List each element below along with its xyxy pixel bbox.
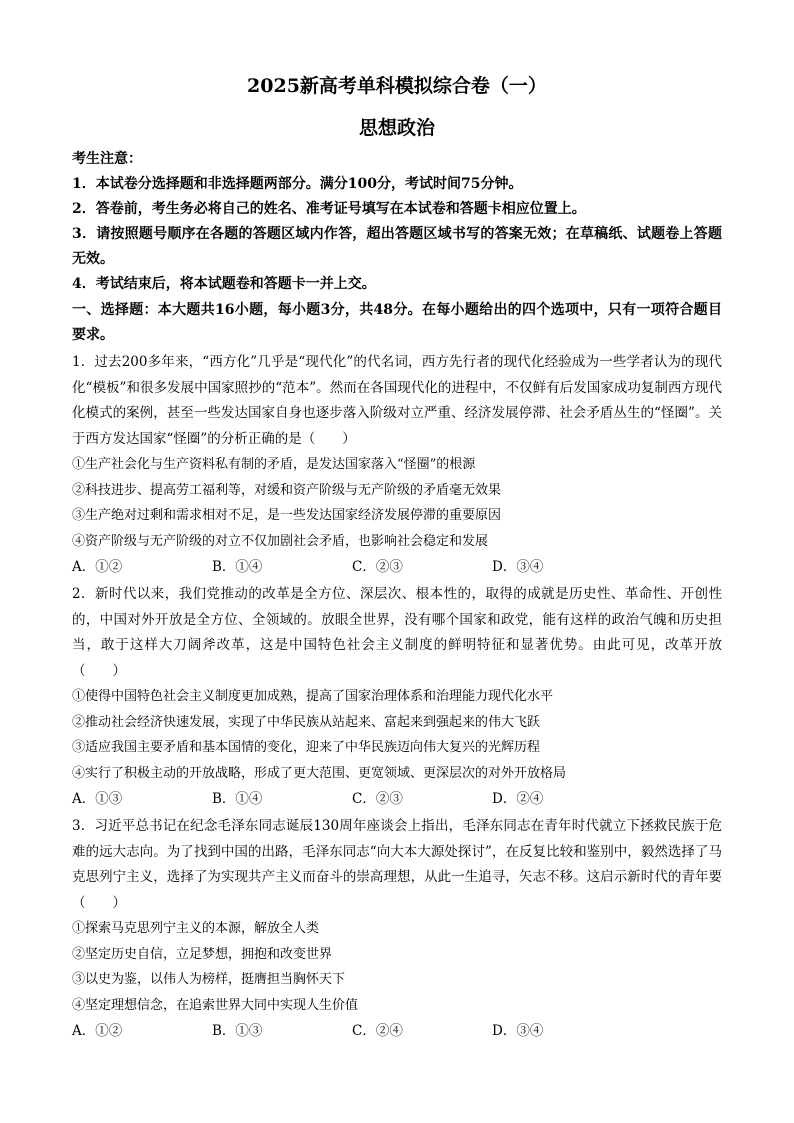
section-heading: 一、选择题：本大题共16小题，每小题3分，共48分。在每小题给出的四个选项中，只有一项符合题目要求。 xyxy=(72,302,722,343)
statement-option: ④坚定理想信念，在追索世界大同中实现人生价值 xyxy=(72,997,359,1013)
notice-item-2: 2．答卷前，考生务必将自己的姓名、准考证号填写在本试卷和答题卡相应位置上。 xyxy=(72,201,586,217)
statement-option: ③以史为鉴，以伟人为榜样，挺膺担当胸怀天下 xyxy=(72,972,346,987)
answer-choice-a: A．①② xyxy=(72,559,123,575)
exam-title: 2025新高考单科模拟综合卷（一） xyxy=(247,75,547,97)
answer-choices xyxy=(72,1018,722,1044)
statement-option: ②推动社会经济快速发展，实现了中华民族从站起来、富起来到强起来的伟大飞跃 xyxy=(72,714,541,730)
statement-option: ①探索马克思列宁主义的本源，解放全人类 xyxy=(72,921,320,936)
answer-choices xyxy=(72,786,722,812)
statement-option: ②坚定历史自信，立足梦想，拥抱和改变世界 xyxy=(72,946,333,962)
statement-option: ③适应我国主要矛盾和基本国情的变化，迎来了中华民族迈向伟大复兴的光辉历程 xyxy=(72,740,541,755)
answer-choice-d: D．②④ xyxy=(492,791,544,807)
statement-option: ①生产社会化与生产资料私有制的矛盾，是发达国家落入“怪圈”的根源 xyxy=(72,457,476,472)
subject-title: 思想政治 xyxy=(358,117,435,139)
exam-page xyxy=(72,72,722,1044)
answer-choice-a: A．①② xyxy=(72,1023,123,1039)
statement-option: ①使得中国特色社会主义制度更加成熟，提高了国家治理体系和治理能力现代化水平 xyxy=(72,689,554,704)
answer-choice-a: A．①③ xyxy=(72,791,123,807)
statement-option: ③生产绝对过剩和需求相对不足，是一些发达国家经济发展停滞的重要原因 xyxy=(72,508,502,523)
statement-option: ②科技进步、提高劳工福利等，对缓和资产阶级与无产阶级的矛盾毫无效果 xyxy=(72,482,502,498)
answer-choice-b: B．①③ xyxy=(212,1023,263,1039)
answer-choice-d: D．③④ xyxy=(492,559,544,575)
answer-choices xyxy=(72,554,722,580)
question-2 xyxy=(72,582,722,812)
notice-item-3: 3．请按照题号顺序在各题的答题区域内作答，超出答题区域书写的答案无效；在草稿纸、试题卷上答题无效。 xyxy=(72,226,722,267)
answer-choice-d: D．③④ xyxy=(492,1023,544,1039)
question-stem: 2．新时代以来，我们党推动的改革是全方位、深层次、根本性的，取得的成就是历史性、革命性、开创性的，中国对外开放是全方位、全领域的。放眼全世界，没有哪个国家和政党，能有这样的政治气魄和历史担当，敢于这样大刀阔斧改革，这是中国特色社会主义制度的鲜明特征和显著优势。由此可见，改革开放（ ） xyxy=(72,586,722,679)
question-3 xyxy=(72,814,722,1044)
answer-choice-c: C．②③ xyxy=(352,791,403,807)
answer-choice-b: B．①④ xyxy=(212,559,263,575)
notice-item-4: 4．考试结束后，将本试题卷和答题卡一并上交。 xyxy=(72,276,376,292)
answer-choice-b: B．①④ xyxy=(212,791,263,807)
answer-choice-c: C．②④ xyxy=(352,1023,403,1039)
statement-option: ④资产阶级与无产阶级的对立不仅加剧社会矛盾，也影响社会稳定和发展 xyxy=(72,533,489,549)
question-stem: 1．过去200多年来，“西方化”几乎是“现代化”的代名词，西方先行者的现代化经验成为一些学者认为的现代化“模板”和很多发展中国家照抄的“范本”。然而在各国现代化的进程中，不仅鲜有后发国家成功复制西方现代化模式的案例，甚至一些发达国家自身也逐步落入阶级对立严重、经济发展停滞、社会矛盾丛生的“怪圈”。关于西方发达国家“怪圈”的分析正确的是（ ） xyxy=(72,354,722,447)
statement-option: ④实行了积极主动的开放战略，形成了更大范围、更宽领域、更深层次的对外开放格局 xyxy=(72,765,567,781)
notice-item-1: 1．本试卷分选择题和非选择题两部分。满分100分，考试时间75分钟。 xyxy=(72,176,523,192)
notice-heading: 考生注意： xyxy=(72,151,142,167)
question-stem: 3．习近平总书记在纪念毛泽东同志诞辰130周年座谈会上指出，毛泽东同志在青年时代就立下拯救民族于危难的远大志向。为了找到中国的出路，毛泽东同志“向大本大源处探讨”，在反复比较和鉴别中，毅然选择了马克思列宁主义，选择了为实现共产主义而奋斗的崇高理想，从此一生追寻，矢志不移。这启示新时代的青年要（ ） xyxy=(72,818,722,911)
answer-choice-c: C．②③ xyxy=(352,559,403,575)
question-1 xyxy=(72,350,722,580)
